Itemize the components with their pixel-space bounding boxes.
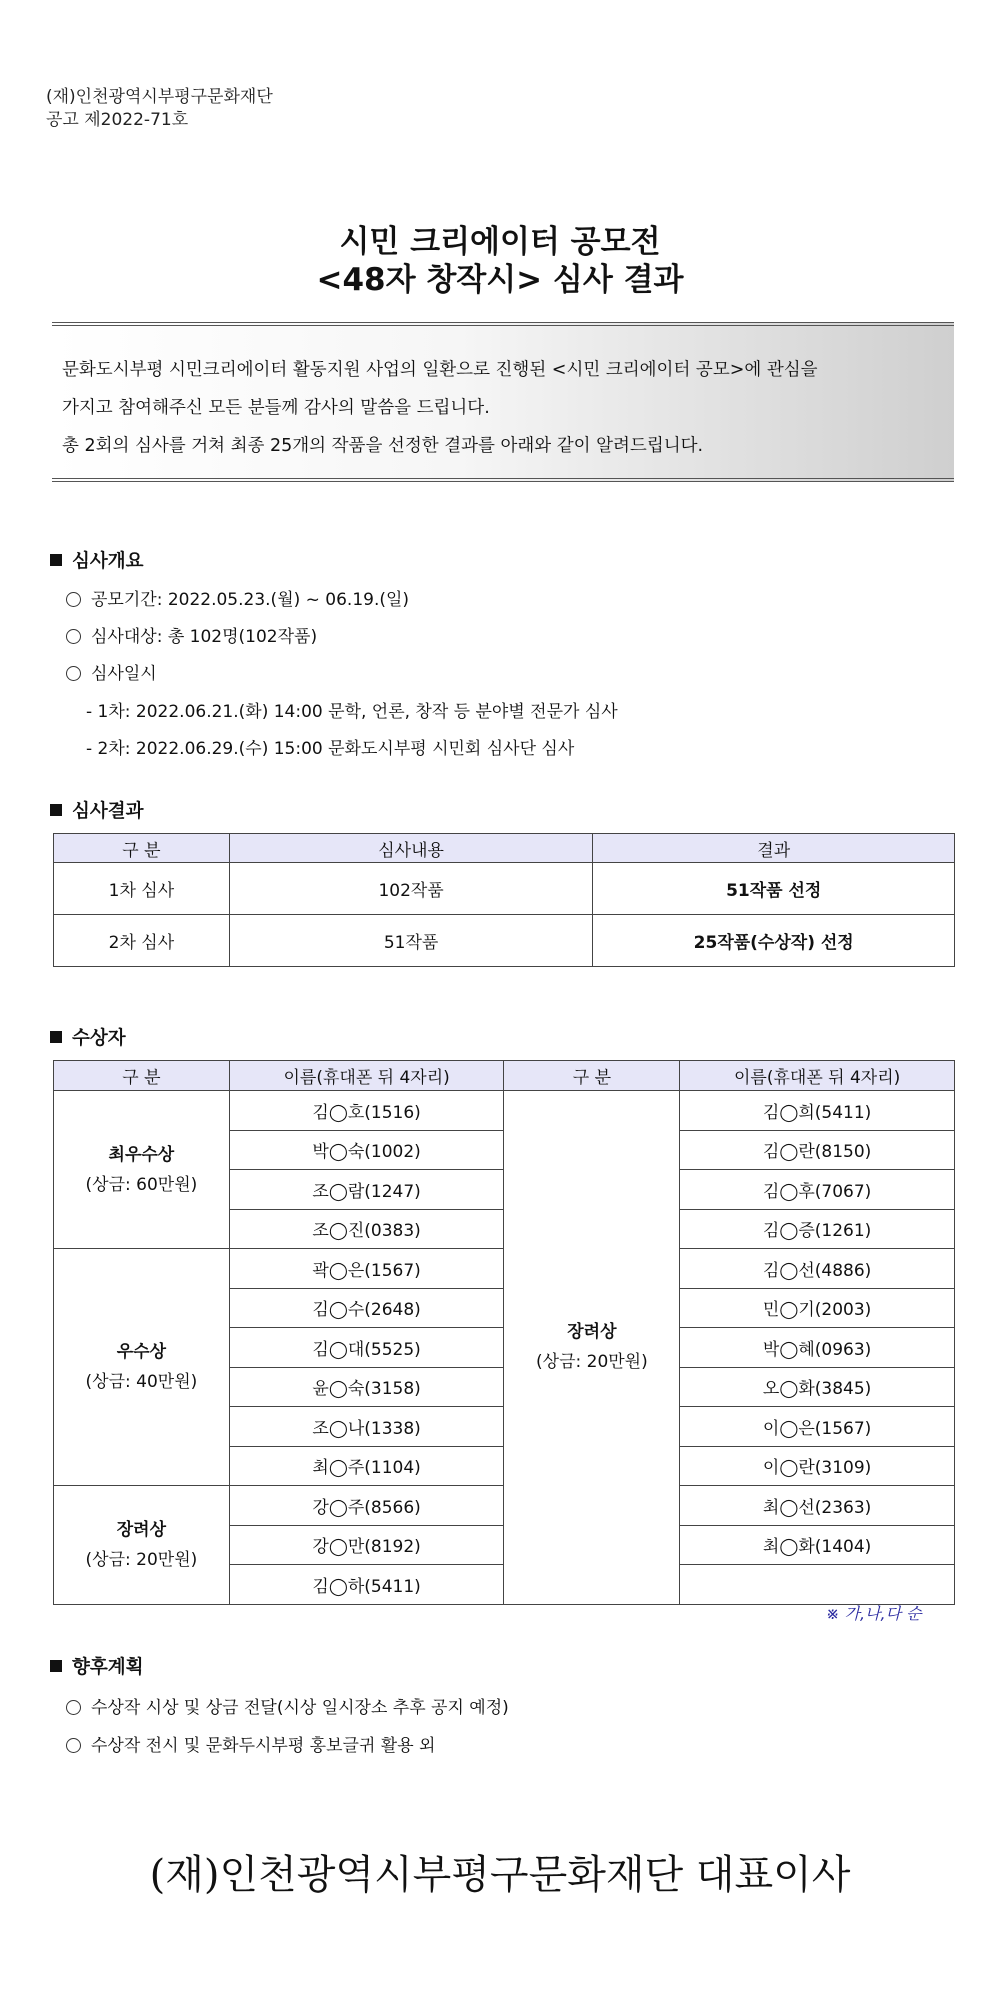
winner-name-cell: 이◯은(1567): [680, 1407, 955, 1447]
intro-line-1: 문화도시부평 시민크리에이터 활동지원 사업의 일환으로 진행된 <시민 크리에이터 공모>에 관심을: [62, 360, 818, 380]
results-header-cell: 결과: [593, 834, 955, 863]
results-cell: 25작품(수상작) 선정: [593, 915, 955, 967]
winner-name-cell: 김◯하(5411): [229, 1565, 504, 1605]
plans-item-1: [66, 1693, 509, 1718]
winner-name-cell: 윤◯숙(3158): [229, 1367, 504, 1407]
winner-name-cell: 김◯호(1516): [229, 1091, 504, 1131]
square-bullet-icon: [50, 804, 62, 816]
plans-heading: [50, 1653, 143, 1679]
results-header-cell: 구 분: [54, 834, 230, 863]
overview-heading: [50, 547, 143, 573]
winner-name-cell: 박◯혜(0963): [680, 1328, 955, 1368]
winner-name-cell: 박◯숙(1002): [229, 1130, 504, 1170]
award-category-cell: [54, 1091, 230, 1249]
winners-header-cell: 이름(휴대폰 뒤 4자리): [229, 1061, 504, 1091]
page-subtitle: <48자 창작시> 심사 결과: [316, 262, 684, 298]
overview-round1: - 1차: 2022.06.21.(화) 14:00 문학, 언론, 창작 등 분야별 전문가 심사: [86, 702, 618, 722]
table-row: [54, 915, 955, 967]
notice-header: [46, 86, 273, 132]
overview-target-text: 심사대상: 총 102명(102작품): [91, 627, 318, 647]
winner-name-cell: 이◯란(3109): [680, 1446, 955, 1486]
winners-header-cell: 구 분: [54, 1061, 230, 1091]
overview-round2: - 2차: 2022.06.29.(수) 15:00 문화도시부평 시민회 심사단 심사: [86, 739, 575, 759]
circle-bullet-icon: [66, 666, 81, 681]
notice-number: 공고 제2022-71호: [46, 110, 189, 130]
winner-name-cell: 김◯희(5411): [680, 1091, 955, 1131]
circle-bullet-icon: [66, 1700, 81, 1715]
winner-name-cell: 조◯람(1247): [229, 1170, 504, 1210]
winners-header-cell: 구 분: [504, 1061, 680, 1091]
table-row: [54, 1091, 955, 1131]
results-table: [53, 833, 955, 967]
overview-heading-text: 심사개요: [72, 551, 144, 572]
results-heading: [50, 797, 143, 823]
results-header-cell: 심사내용: [229, 834, 593, 863]
overview-dates: [66, 659, 157, 684]
plans-heading-text: 향후계획: [72, 1657, 144, 1678]
winner-name-cell: 최◯선(2363): [680, 1486, 955, 1526]
winners-heading-text: 수상자: [72, 1028, 126, 1049]
award-category-cell: [54, 1249, 230, 1486]
winners-table: [53, 1060, 955, 1605]
award-name: 최우수상: [108, 1144, 175, 1165]
results-header-row: [54, 834, 955, 863]
intro-box: [52, 322, 954, 482]
intro-line-3: 총 2회의 심사를 거쳐 최종 25개의 작품을 선정한 결과를 아래와 같이 알려드립니다.: [62, 436, 704, 456]
winner-name-cell: 김◯수(2648): [229, 1288, 504, 1328]
award-prize: (상금: 20만원): [536, 1352, 648, 1373]
issuer-signature: (재)인천광역시부평구문화재단 대표이사: [149, 1852, 851, 1898]
award-category-cell: [504, 1091, 680, 1605]
winner-name-cell: 김◯대(5525): [229, 1328, 504, 1368]
square-bullet-icon: [50, 554, 62, 566]
winner-name-cell: 강◯주(8566): [229, 1486, 504, 1526]
overview-dates-text: 심사일시: [91, 664, 157, 684]
plans-item-1-text: 수상작 시상 및 상금 전달(시상 일시장소 추후 공지 예정): [91, 1698, 509, 1718]
award-name: 장려상: [567, 1322, 617, 1343]
winner-name-cell: 민◯기(2003): [680, 1288, 955, 1328]
circle-bullet-icon: [66, 629, 81, 644]
org-name: (재)인천광역시부평구문화재단: [46, 87, 273, 107]
winner-name-cell: 오◯화(3845): [680, 1367, 955, 1407]
circle-bullet-icon: [66, 1738, 81, 1753]
results-cell: 51작품 선정: [593, 863, 955, 915]
winner-name-cell: 김◯후(7067): [680, 1170, 955, 1210]
plans-item-2-text: 수상작 전시 및 문화두시부평 홍보글귀 활용 외: [91, 1736, 436, 1756]
award-name: 장려상: [116, 1519, 167, 1540]
results-cell: 51작품: [229, 915, 593, 967]
winner-name-cell: 조◯진(0383): [229, 1209, 504, 1249]
award-category-cell: [54, 1486, 230, 1605]
award-prize: (상금: 20만원): [85, 1549, 198, 1570]
winner-name-cell: 강◯만(8192): [229, 1525, 504, 1565]
winner-name-cell: 김◯란(8150): [680, 1130, 955, 1170]
winners-header-row: [54, 1061, 955, 1091]
winners-heading: [50, 1024, 126, 1050]
award-prize: (상금: 40만원): [85, 1372, 198, 1392]
award-name: 우수상: [116, 1342, 167, 1362]
circle-bullet-icon: [66, 592, 81, 607]
winner-name-cell: 최◯주(1104): [229, 1446, 504, 1486]
results-heading-text: 심사결과: [72, 801, 144, 822]
results-cell: 102작품: [229, 863, 593, 915]
square-bullet-icon: [50, 1031, 62, 1043]
winner-name-cell: 최◯화(1404): [680, 1525, 955, 1565]
winner-name-cell: [680, 1565, 955, 1605]
winner-name-cell: 조◯나(1338): [229, 1407, 504, 1447]
square-bullet-icon: [50, 1660, 62, 1672]
intro-line-2: 가지고 참여해주신 모든 분들께 감사의 말씀을 드립니다.: [62, 398, 490, 418]
winner-name-cell: 김◯증(1261): [680, 1209, 955, 1249]
overview-period-text: 공모기간: 2022.05.23.(월) ~ 06.19.(일): [91, 590, 410, 610]
results-cell: 2차 심사: [54, 915, 230, 967]
winners-header-cell: 이름(휴대폰 뒤 4자리): [680, 1061, 955, 1091]
overview-period: [66, 585, 409, 610]
plans-item-2: [66, 1731, 435, 1756]
results-cell: 1차 심사: [54, 863, 230, 915]
table-row: [54, 863, 955, 915]
award-prize: (상금: 60만원): [85, 1174, 198, 1195]
sort-note: ※ 가,나,다 순: [826, 1604, 922, 1623]
overview-target: [66, 622, 317, 647]
page-title: 시민 크리에이터 공모전: [339, 224, 661, 260]
winner-name-cell: 곽◯은(1567): [229, 1249, 504, 1289]
winner-name-cell: 김◯선(4886): [680, 1249, 955, 1289]
